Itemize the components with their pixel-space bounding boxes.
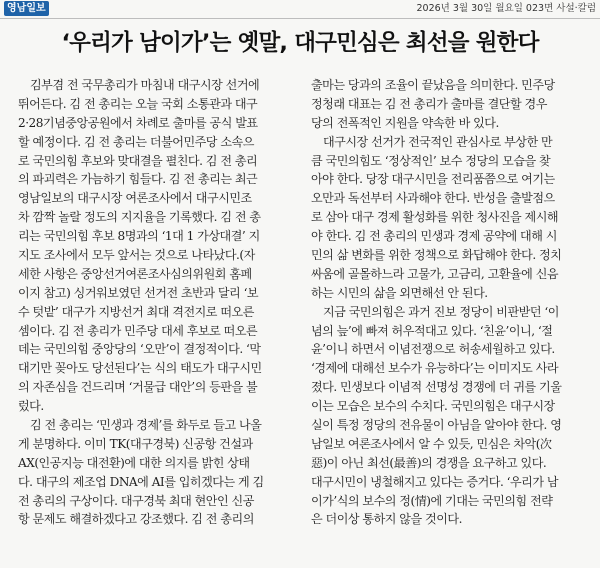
- article-column-left: [18, 76, 288, 529]
- article-line: 김 전 총리는 ‘민생과 경제’를 화두로 들고 나올: [30, 418, 262, 433]
- article-line: 오만과 독선부터 사과해야 한다. 반성을 출발점으: [311, 191, 555, 206]
- article-line: 지도 조사에서 모두 앞서는 것으로 나타났다.(자: [18, 248, 255, 263]
- article-line: 출마는 당과의 조율이 끝났음을 의미한다. 민주당: [311, 78, 555, 92]
- top-bar: [0, 0, 600, 19]
- article-line: 렀다.: [18, 399, 44, 414]
- article-line: 은 더이상 통하지 않을 것이다.: [311, 512, 462, 527]
- article-line: 대기만 꽂아도 당선된다’는 식의 태도가 대구시민: [18, 361, 262, 376]
- article-line: 데는 국민의힘 중앙당의 ‘오만’이 결정적이다. ‘막: [18, 342, 261, 357]
- newspaper-logo: 영남일보: [4, 1, 49, 16]
- article-column-right: [311, 76, 581, 529]
- article-line: 하는 시민의 삶을 외면해선 안 된다.: [311, 285, 488, 300]
- article-line: 아야 한다. 당장 대구시민을 전리품쯤으로 여기는: [311, 172, 555, 187]
- article-line: 의 자존심을 건드리며 ‘거물급 대안’의 등판을 불: [18, 380, 258, 395]
- article-line: 실이 특정 정당의 전유물이 아님을 알아야 한다. 영: [311, 418, 562, 433]
- article-line: AX(인공지능 대전환)에 대한 의지를 밝힌 상태: [18, 455, 250, 470]
- article-line: 대구시장 선거가 전국적인 관심사로 부상한 만: [323, 134, 553, 149]
- article-line: 념의 늪’에 빠져 허우적대고 있다. ‘친윤’이니, ‘절: [311, 323, 553, 338]
- article-line: 다. 대구의 제조업 DNA에 AI를 입히겠다는 게 김: [18, 474, 264, 489]
- article-line: 지금 국민의힘은 과거 진보 정당이 비판받던 ‘이: [323, 304, 559, 319]
- article-line: 이는 모습은 보수의 수치다. 국민의힘은 대구시장: [311, 399, 555, 414]
- article-line: 남일보 여론조사에서 알 수 있듯, 민심은 차악(次: [311, 436, 552, 451]
- headline: ‘우리가 남이가’는 옛말, 대구민심은 최선을 원한다: [61, 30, 539, 56]
- article-line: 당의 전폭적인 지원을 약속한 바 있다.: [311, 115, 499, 130]
- article-line: 惡)이 아닌 최선(最善)의 경쟁을 요구하고 있다.: [311, 455, 547, 470]
- article-line: 영남일보의 대구시장 여론조사에서 대구시민조: [18, 191, 252, 206]
- article-line: ‘경제에 대해선 보수가 유능하다’는 이미지도 사라: [311, 361, 559, 376]
- article-line: 이지 참고) 싱거워보였던 선거전 초반과 달리 ‘보: [18, 285, 259, 300]
- article-line: 의 파괴력은 가늠하기 힘들다. 김 전 총리는 최근: [18, 172, 258, 187]
- article-line: 로 국민의힘 후보와 맞대결을 펼친다. 김 전 총리: [18, 153, 258, 168]
- article-line: 게 분명하다. 이미 TK(대구경북) 신공항 건설과: [18, 436, 253, 451]
- article-line: 대구시민이 냉철해지고 있다는 증거다. ‘우리가 남: [311, 474, 559, 489]
- article-line: 뛰어든다. 김 전 총리는 오늘 국회 소통관과 대구: [18, 96, 258, 111]
- publication-meta: 2026년 3월 30일 월요일 023면 사설·칼럼: [416, 3, 596, 14]
- article-line: 야 한다. 김 전 총리의 민생과 경제 공약에 대해 시: [311, 229, 557, 244]
- article-line: 큼 국민의힘도 ‘정상적인’ 보수 정당의 모습을 찾: [311, 153, 551, 168]
- article-line: 졌다. 민생보다 이념적 선명성 경쟁에 더 귀를 기울: [311, 380, 562, 395]
- article-line: 전 총리의 구상이다. 대구경북 최대 현안인 신공: [18, 493, 254, 508]
- article-line: 할 예정이다. 김 전 총리는 더불어민주당 소속으: [18, 134, 254, 149]
- article-line: 정청래 대표는 김 전 총리가 출마를 결단할 경우: [311, 96, 547, 111]
- article-line: 차 깜짝 놀랄 정도의 지지율을 기록했다. 김 전 총: [18, 210, 261, 225]
- article-line: 김부겸 전 국무총리가 마침내 대구시장 선거에: [30, 78, 260, 92]
- article-line: 로 삼아 대구 경제 활성화를 위한 청사진을 제시해: [311, 210, 559, 225]
- article-line: 2·28기념중앙공원에서 차례로 출마를 공식 발표: [18, 115, 258, 130]
- article-line: 항 문제도 해결하겠다고 강조했다. 김 전 총리의: [18, 512, 254, 527]
- article-line: 이가’식의 보수의 정(情)에 기대는 국민의힘 전략: [311, 493, 553, 508]
- article-line: 민의 삶 변화를 위한 정책으로 화답해야 한다. 정치: [311, 248, 562, 263]
- article-line: 리는 국민의힘 후보 8명과의 ‘1대 1 가상대결’ 지: [18, 229, 260, 244]
- article-line: 수 텃밭’ 대구가 지방선거 최대 격전지로 떠오른: [18, 304, 254, 319]
- article-line: 싸움에 골몰하느라 고물가, 고금리, 고환율에 신음: [311, 266, 559, 281]
- article-line: 세한 사항은 중앙선거여론조사심의위원회 홈페: [18, 266, 252, 281]
- article-line: 셈이다. 김 전 총리가 민주당 대세 후보로 떠오른: [18, 323, 258, 338]
- article-line: 윤’이니 하면서 이념전쟁으로 허송세월하고 있다.: [311, 342, 555, 357]
